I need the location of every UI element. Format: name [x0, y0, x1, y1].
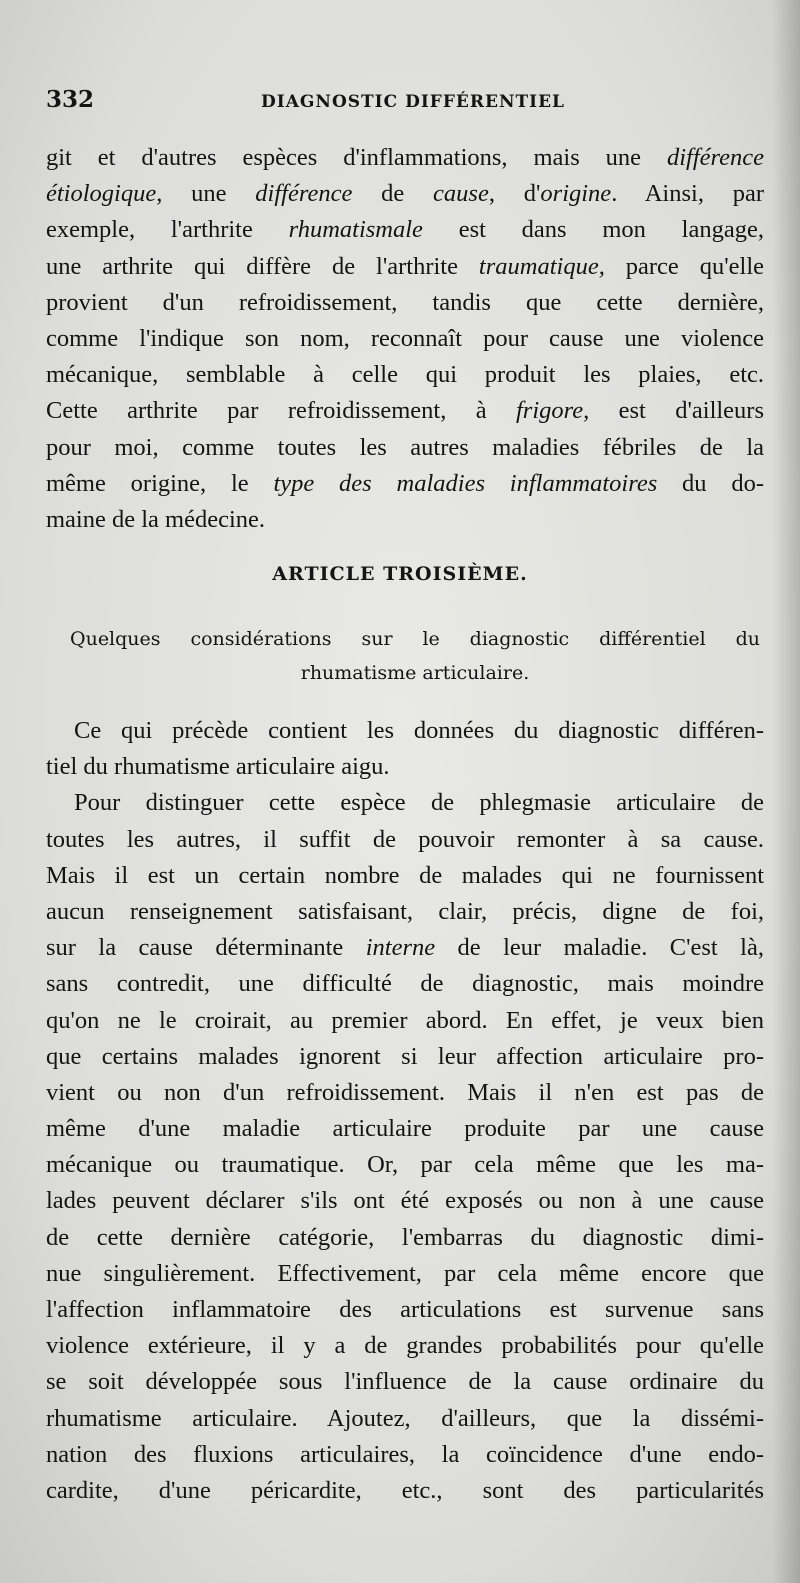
page-header [46, 86, 750, 126]
text-line: une arthrite qui diffère de l'arthrite traumatique, parce qu'elle [46, 252, 764, 280]
paragraph-2-and-3 [46, 713, 764, 1509]
text-line: exemple, l'arthrite rhumatismale est dans mon langage, [46, 216, 764, 244]
subtitle-line-2: rhumatisme articulaire. [300, 662, 530, 684]
article-subtitle [70, 622, 760, 690]
text-line: mécanique, semblable à celle qui produit les plaies, etc. [46, 361, 764, 389]
text-line: de cette dernière catégorie, l'embarras du diagnostic dimi- [46, 1223, 764, 1251]
text-line: nation des fluxions articulaires, la coïncidence d'une endo- [46, 1440, 764, 1468]
text-line: git et d'autres espèces d'inflammations, mais une différence [46, 144, 764, 171]
text-line: rhumatisme articulaire. Ajoutez, d'ailleurs, que la dissémi- [46, 1404, 764, 1432]
text-line: Ce qui précède contient les données du diagnostic différen- [74, 717, 764, 744]
text-line: Cette arthrite par refroidissement, à frigore, est d'ailleurs [46, 397, 764, 425]
text-line: sans contredit, une difficulté de diagnostic, mais moindre [46, 970, 764, 998]
text-line: comme l'indique son nom, reconnaît pour cause une violence [46, 324, 764, 352]
article-title: ARTICLE TROISIÈME. [272, 563, 528, 585]
text-line: tiel du rhumatisme articulaire aigu. [46, 753, 390, 781]
text-line: même d'une maladie articulaire produite par une cause [46, 1115, 764, 1143]
text-line: même origine, le type des maladies inflammatoires du do- [46, 469, 764, 497]
text-line: provient d'un refroidissement, tandis que cette dernière, [46, 288, 764, 316]
text-line: qu'on ne le croirait, au premier abord. En effet, je veux bien [46, 1006, 764, 1034]
page-number: 332 [46, 86, 95, 113]
text-line: Mais il est un certain nombre de malades qui ne fournissent [46, 861, 764, 889]
text-line: se soit développée sous l'influence de la cause ordinaire du [46, 1368, 764, 1396]
subtitle-line-1: Quelques considérations sur le diagnostic différentiel du [70, 628, 760, 650]
text-line: nue singulièrement. Effectivement, par cela même encore que [46, 1259, 764, 1287]
text-line: toutes les autres, il suffit de pouvoir remonter à sa cause. [46, 825, 764, 853]
text-line: violence extérieure, il y a de grandes probabilités pour qu'elle [46, 1332, 764, 1360]
text-line: sur la cause déterminante interne de leur maladie. C'est là, [46, 934, 764, 962]
text-line: cardite, d'une péricardite, etc., sont des particularités [46, 1476, 764, 1504]
text-line: mécanique ou traumatique. Or, par cela même que les ma- [46, 1151, 764, 1179]
running-head: DIAGNOSTIC DIFFÉRENTIEL [261, 92, 566, 112]
paragraph-1 [46, 140, 764, 538]
text-line: maine de la médecine. [46, 505, 266, 533]
text-line: aucun renseignement satisfaisant, clair, précis, digne de foi, [46, 897, 764, 925]
text-line: pour moi, comme toutes les autres maladies fébriles de la [46, 433, 764, 461]
text-line: lades peuvent déclarer s'ils ont été exposés ou non à une cause [46, 1187, 764, 1215]
text-line: l'affection inflammatoire des articulations est survenue sans [46, 1296, 764, 1323]
text-line: vient ou non d'un refroidissement. Mais il n'en est pas de [46, 1078, 764, 1106]
text-line: étiologique, une différence de cause, d'origine. Ainsi, par [46, 180, 765, 208]
text-line: que certains malades ignorent si leur affection articulaire pro- [46, 1042, 764, 1070]
text-line: Pour distinguer cette espèce de phlegmasie articulaire de [74, 789, 764, 817]
